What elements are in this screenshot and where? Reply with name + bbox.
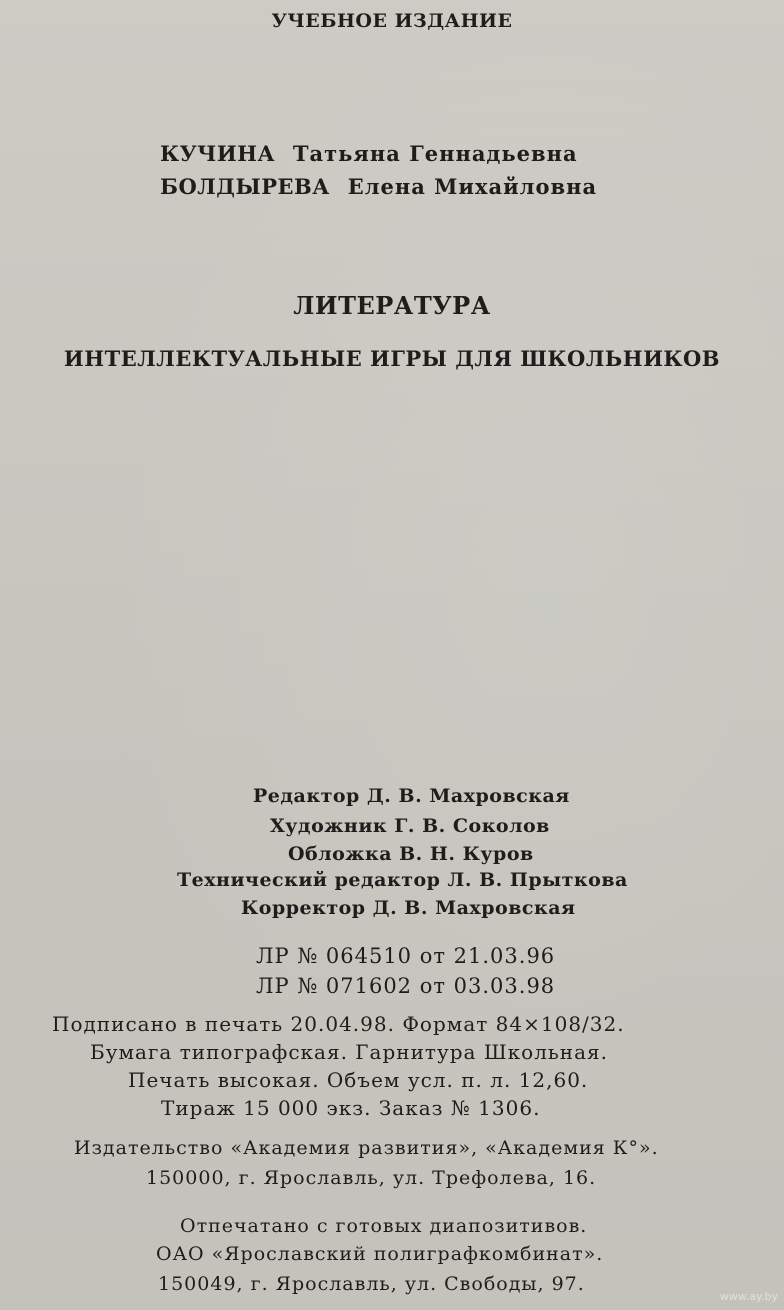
author-2-given-names: Елена Михайловна <box>347 174 598 199</box>
author-2-surname: БОЛДЫРЕВА <box>160 174 330 199</box>
book-title: ЛИТЕРАТУРА <box>293 291 491 320</box>
print-method-volume: Печать высокая. Объем усл. п. л. 12,60. <box>128 1068 589 1092</box>
print-signed-format: Подписано в печать 20.04.98. Формат 84×108/32. <box>52 1012 625 1036</box>
publisher-address: 150000, г. Ярославль, ул. Трефолева, 16. <box>146 1167 597 1189</box>
author-1-surname: КУЧИНА <box>160 141 276 166</box>
print-paper-typeface: Бумага типографская. Гарнитура Школьная. <box>90 1040 609 1064</box>
printer-note: Отпечатано с готовых диапозитивов. <box>180 1215 588 1237</box>
credit-corrector: Корректор Д. В. Махровская <box>241 897 576 919</box>
printer-name: ОАО «Ярославский полиграфкомбинат». <box>156 1243 604 1265</box>
credit-cover: Обложка В. Н. Куров <box>288 843 534 865</box>
author-2 <box>160 174 597 199</box>
print-run-order: Тираж 15 000 экз. Заказ № 1306. <box>161 1096 541 1120</box>
credit-artist: Художник Г. В. Соколов <box>270 815 550 837</box>
author-1 <box>160 141 578 166</box>
publisher-name: Издательство «Академия развития», «Академия К°». <box>74 1137 659 1159</box>
author-1-given-names: Татьяна Геннадьевна <box>292 141 578 166</box>
printer-address: 150049, г. Ярославль, ул. Свободы, 97. <box>158 1273 585 1295</box>
edition-type: УЧЕБНОЕ ИЗДАНИЕ <box>271 10 513 32</box>
license-line-2: ЛР № 071602 от 03.03.98 <box>256 974 556 998</box>
book-subtitle: ИНТЕЛЛЕКТУАЛЬНЫЕ ИГРЫ ДЛЯ ШКОЛЬНИКОВ <box>63 346 721 371</box>
site-watermark: www.ay.by <box>719 1290 778 1303</box>
credit-editor: Редактор Д. В. Махровская <box>253 785 570 807</box>
license-line-1: ЛР № 064510 от 21.03.96 <box>256 944 556 968</box>
credit-technical-editor: Технический редактор Л. В. Прыткова <box>177 869 628 891</box>
